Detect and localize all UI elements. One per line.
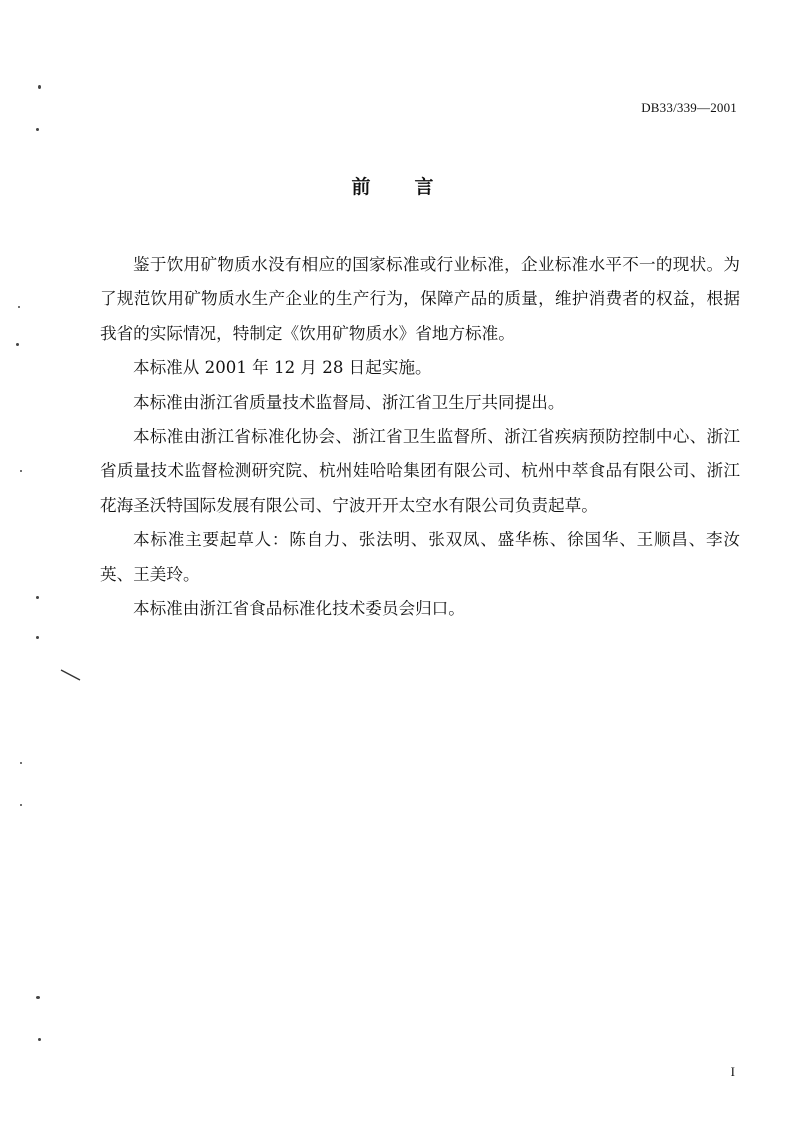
paragraph-effective-date: 本标准从 2001 年 12 月 28 日起实施。 bbox=[133, 358, 432, 378]
scan-speck bbox=[38, 85, 41, 89]
scan-speck bbox=[36, 596, 39, 599]
scan-speck bbox=[38, 1038, 41, 1041]
scan-speck bbox=[16, 343, 19, 346]
paragraph-background: 鉴于饮用矿物质水没有相应的国家标准或行业标准，企业标准水平不一的现状。为了规范饮用矿物质水生产企业的生产行为，保障产品的质量，维护消费者的权益，根据我省的实际情况，特制定《饮用矿物质水》省地方标准。 bbox=[100, 255, 740, 343]
page-title: 前言 bbox=[351, 176, 478, 198]
scan-speck bbox=[18, 306, 20, 308]
scan-speck bbox=[36, 636, 39, 639]
paragraph-drafting-units: 本标准由浙江省标准化协会、浙江省卫生监督所、浙江省疾病预防控制中心、浙江省质量技术监督检测研究院、杭州娃哈哈集团有限公司、杭州中萃食品有限公司、浙江花海圣沃特国际发展有限公司、宁波开开太空水有限公司负责起草。 bbox=[100, 427, 740, 515]
paragraph-centralized-by: 本标准由浙江省食品标准化技术委员会归口。 bbox=[133, 599, 465, 619]
paragraph-drafters: 本标准主要起草人：陈自力、张法明、张双凤、盛华栋、徐国华、王顺昌、李汝英、王美玲。 bbox=[100, 530, 740, 584]
scan-mark bbox=[60, 668, 82, 682]
document-code: DB33/339—2001 bbox=[641, 100, 737, 115]
page-number: I bbox=[730, 1064, 735, 1079]
paragraph-proposed-by: 本标准由浙江省质量技术监督局、浙江省卫生厅共同提出。 bbox=[133, 392, 565, 412]
scan-speck bbox=[36, 128, 39, 131]
scan-speck bbox=[20, 470, 22, 472]
scan-speck bbox=[36, 996, 40, 999]
scan-speck bbox=[20, 762, 22, 764]
scan-speck bbox=[20, 804, 22, 806]
foreword-body bbox=[100, 248, 740, 626]
